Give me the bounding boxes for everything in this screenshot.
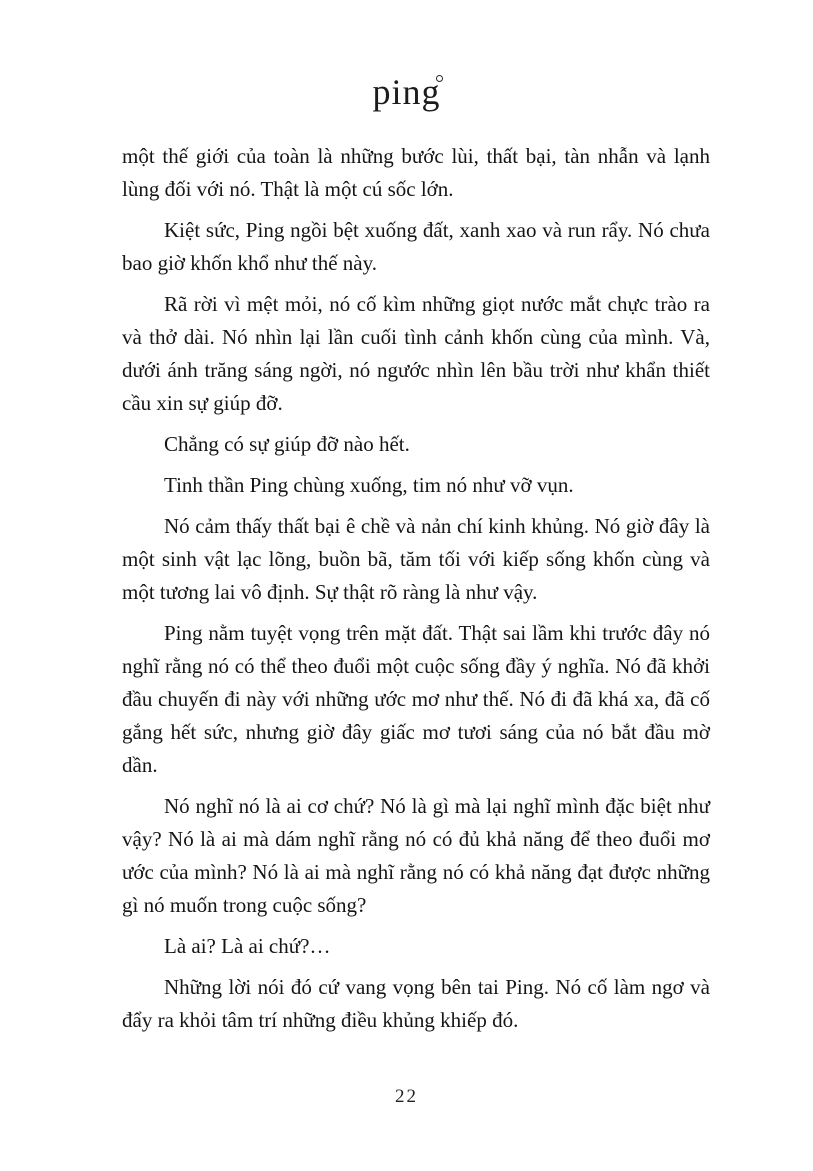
paragraph: Là ai? Là ai chứ?… <box>164 934 331 958</box>
paragraph: Kiệt sức, Ping ngồi bệt xuống đất, xanh xao và run rẩy. Nó chưa bao giờ khốn khổ như thế này. <box>122 218 710 275</box>
title-ring-accent <box>436 75 443 82</box>
paragraph: Nó nghĩ nó là ai cơ chứ? Nó là gì mà lại nghĩ mình đặc biệt như vậy? Nó là ai mà dám nghĩ rằng nó có đủ khả năng để theo đuổi mơ ước của mình? Nó là ai mà nghĩ rằng nó có khả năng đạt được những gì nó muốn trong cuộc sống? <box>122 794 710 917</box>
paragraph: Ping nằm tuyệt vọng trên mặt đất. Thật sai lầm khi trước đây nó nghĩ rằng nó có thể theo đuổi một cuộc sống đầy ý nghĩa. Nó đã khởi đầu chuyến đi này với những ước mơ như thế. Nó đi đã khá xa, đã cố gắng hết sức, nhưng giờ đây giấc mơ tươi sáng của nó bắt đầu mờ dần. <box>122 621 710 777</box>
paragraph: Nó cảm thấy thất bại ê chề và nản chí kinh khủng. Nó giờ đây là một sinh vật lạc lõng, buồn bã, tăm tối với kiếp sống khốn cùng và một tương lai vô định. Sự thật rõ ràng là như vậy. <box>122 514 710 604</box>
book-title <box>372 72 441 113</box>
page-header <box>0 0 813 113</box>
paragraph: Tinh thần Ping chùng xuống, tim nó như vỡ vụn. <box>164 473 574 497</box>
paragraph: Những lời nói đó cứ vang vọng bên tai Ping. Nó cố làm ngơ và đẩy ra khỏi tâm trí những điều khủng khiếp đó. <box>122 975 710 1032</box>
paragraph: một thế giới của toàn là những bước lùi, thất bại, tàn nhẫn và lạnh lùng đối với nó. Thật là một cú sốc lớn. <box>122 144 710 201</box>
paragraph: Rã rời vì mệt mỏi, nó cố kìm những giọt nước mắt chực trào ra và thở dài. Nó nhìn lại lần cuối tình cảnh khốn cùng của mình. Và, dưới ánh trăng sáng ngời, nó ngước nhìn lên bầu trời như khẩn thiết cầu xin sự giúp đỡ. <box>122 292 710 415</box>
book-title-text: ping <box>372 72 441 113</box>
page-content <box>122 140 710 1037</box>
paragraph: Chẳng có sự giúp đỡ nào hết. <box>164 432 410 456</box>
page-number: 22 <box>395 1086 418 1107</box>
